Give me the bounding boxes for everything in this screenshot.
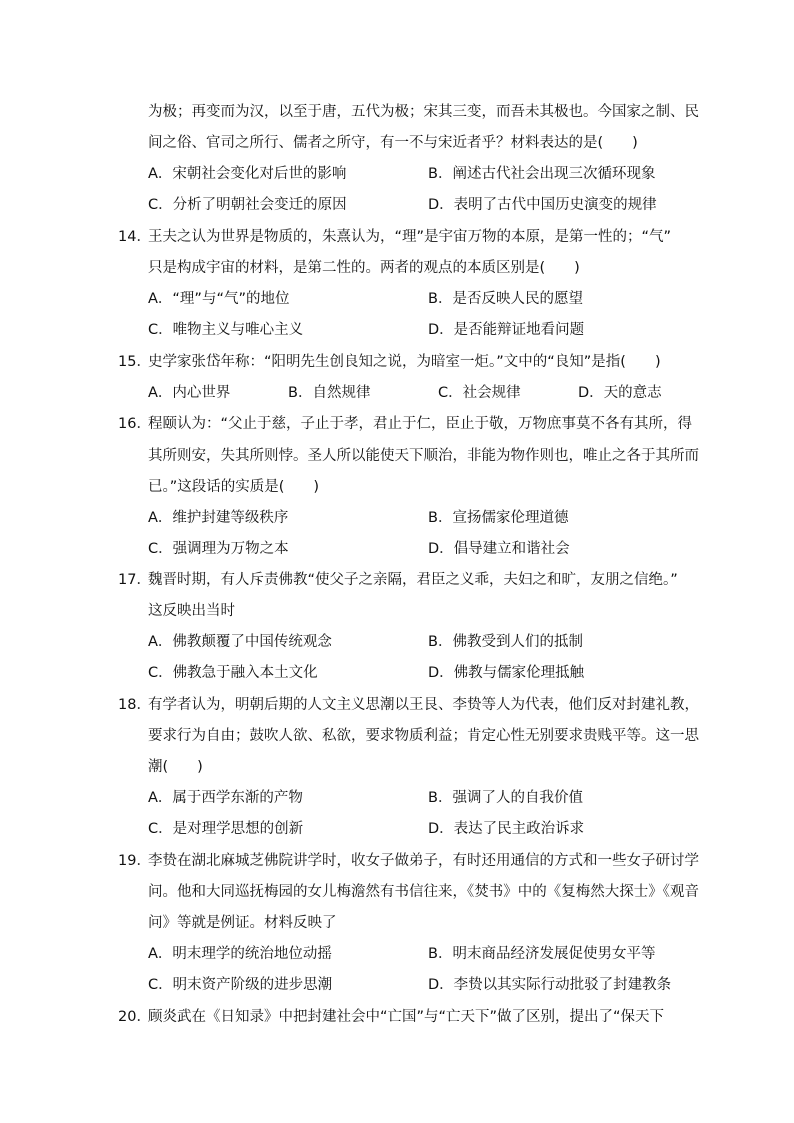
question-number: 17．: [118, 572, 151, 588]
question-text-line: 史学家张岱年称：“阳明先生创良知之说，为暗室一炬。”文中的“良知”是指( ): [148, 354, 661, 370]
option-c: C．分析了明朝社会变迁的原因: [148, 197, 347, 213]
option-d: D．表达了民主政治诉求: [428, 821, 585, 837]
option-a: A．维护封建等级秩序: [148, 510, 289, 526]
question-text-line: 顾炎武在《日知录》中把封建社会中“亡国”与“亡天下”做了区别，提出了“保天下: [148, 1009, 665, 1025]
option-c: C．社会规律: [438, 385, 521, 401]
question-text-line: 魏晋时期，有人斥责佛教“使父子之亲隔，君臣之义乖，夫妇之和旷，友朋之信绝。”: [148, 572, 678, 588]
question-text-line: 其所则安，失其所则悖。圣人所以能使天下顺治，非能为物作则也，唯止之各于其所而: [148, 448, 699, 464]
question-text-line: 间之俗、官司之所行、儒者之所守，有一不与宋近者乎？材料表达的是( ): [148, 135, 638, 151]
question-text-line: 这反映出当时: [148, 603, 235, 619]
option-c: C．唯物主义与唯心主义: [148, 322, 304, 338]
option-b: B．佛教受到人们的抵制: [428, 634, 583, 650]
option-d: D．是否能辩证地看问题: [428, 322, 585, 338]
option-a: A．内心世界: [148, 385, 231, 401]
question-number: 18．: [118, 697, 151, 713]
question-text-line: 问》等就是例证。材料反映了: [148, 915, 337, 931]
question-number: 16．: [118, 416, 151, 432]
option-b: B．明末商品经济发展促使男女平等: [428, 946, 656, 962]
option-d: D．佛教与儒家伦理抵触: [428, 665, 585, 681]
option-c: C．佛教急于融入本土文化: [148, 665, 318, 681]
question-text-line: 王夫之认为世界是物质的，朱熹认为，“理”是宇宙万物的本原，是第一性的；“气”: [148, 229, 672, 245]
question-text-line: 为极；再变而为汉，以至于唐，五代为极；宋其三变，而吾未其极也。今国家之制、民: [148, 104, 699, 120]
option-c: C．明末资产阶级的进步思潮: [148, 977, 333, 993]
option-c: C．是对理学思想的创新: [148, 821, 304, 837]
option-a: A．宋朝社会变化对后世的影响: [148, 166, 347, 182]
question-text-line: 只是构成宇宙的材料，是第二性的。两者的观点的本质区别是( ): [148, 260, 580, 276]
option-a: A．属于西学东渐的产物: [148, 790, 303, 806]
option-b: B．宣扬儒家伦理道德: [428, 510, 569, 526]
question-number: 19．: [118, 853, 151, 869]
question-text-line: 李贽在湖北麻城芝佛院讲学时，收女子做弟子，有时还用通信的方式和一些女子研讨学: [148, 853, 699, 869]
option-d: D．李贽以其实际行动批驳了封建教条: [428, 977, 672, 993]
option-b: B．阐述古代社会出现三次循环现象: [428, 166, 656, 182]
option-b: B．强调了人的自我价值: [428, 790, 583, 806]
question-text-line: 已。”这段话的实质是( ): [148, 479, 320, 495]
question-text-line: 潮( ): [148, 759, 203, 775]
option-d: D．倡导建立和谐社会: [428, 541, 570, 557]
question-text-line: 有学者认为，明朝后期的人文主义思潮以王艮、李贽等人为代表，他们反对封建礼教，: [148, 697, 699, 713]
question-text-line: 要求行为自由；鼓吹人欲、私欲，要求物质利益；肯定心性无别要求贵贱平等。这一思: [148, 728, 699, 744]
question-text-line: 程颐认为：“父止于慈，子止于孝，君止于仁，臣止于敬，万物庶事莫不各有其所，得: [148, 416, 693, 432]
question-number: 14．: [118, 229, 151, 245]
option-d: D．天的意志: [578, 385, 662, 401]
question-number: 20．: [118, 1009, 151, 1025]
option-a: A．“理”与“气”的地位: [148, 291, 290, 307]
option-c: C．强调理为万物之本: [148, 541, 289, 557]
option-a: A．佛教颠覆了中国传统观念: [148, 634, 332, 650]
option-b: B．自然规律: [288, 385, 371, 401]
question-number: 15．: [118, 354, 151, 370]
option-a: A．明末理学的统治地位动摇: [148, 946, 332, 962]
option-d: D．表明了古代中国历史演变的规律: [428, 197, 657, 213]
question-text-line: 问。他和大同巡抚梅园的女儿梅澹然有书信往来，《焚书》中的《复梅然大探士》《观音: [148, 884, 699, 900]
option-b: B．是否反映人民的愿望: [428, 291, 583, 307]
